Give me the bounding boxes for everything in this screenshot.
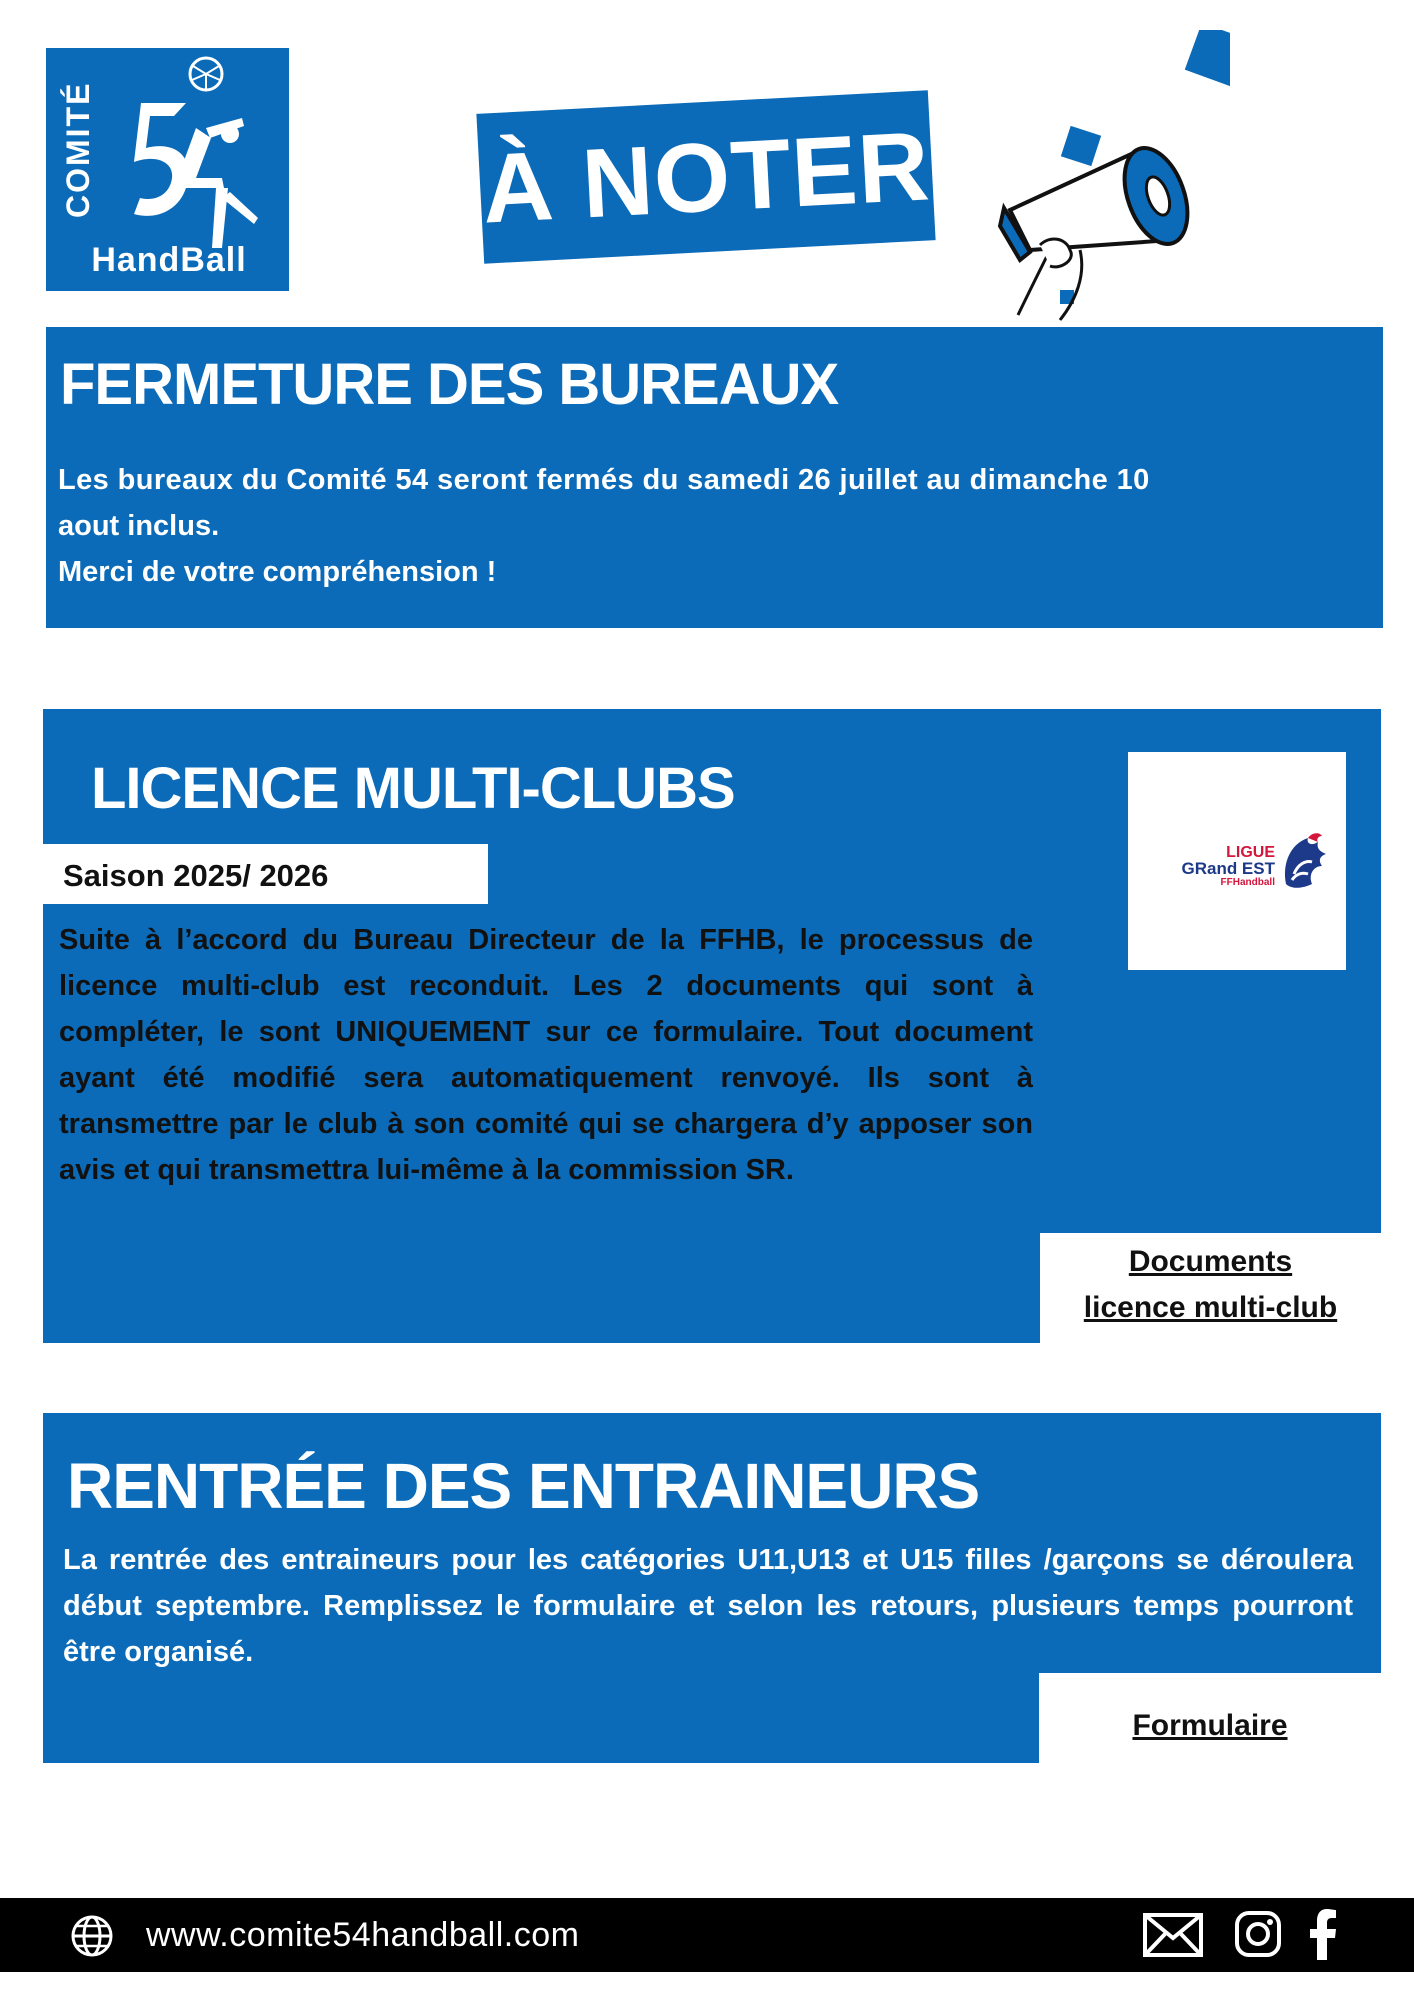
license-body: Suite à l’accord du Bureau Directeur de la FFHB, le processus de licence multi-club est reconduit. Les 2 documents qui sont à compléter, le sont UNIQUEMENT sur ce formulaire. Tout document ayant été modifié sera automatiquement renvoyé. Ils sont à transmettre par le club à son comité qui se chargera d’y apposer son avis et qui transmettra lui-même à la commission SR. — [59, 924, 1033, 1186]
logo-comite-text: COMITÉ — [60, 81, 96, 218]
ligue-logo-line2: GRand EST — [1181, 859, 1275, 878]
coaches-title: RENTRÉE DES ENTRAINEURS — [67, 1450, 980, 1522]
mail-icon[interactable] — [1142, 1912, 1204, 1958]
ligue-grand-est-logo — [1128, 752, 1346, 970]
instagram-icon[interactable] — [1234, 1910, 1282, 1958]
coaches-body: La rentrée des entraineurs pour les catégories U11,U13 et U15 filles /garçons se déroulera début septembre. Remplissez le formulaire et selon les retours, plusieurs temps pourront être organisé. — [63, 1544, 1353, 1668]
license-documents-link[interactable] — [1040, 1233, 1381, 1343]
website-link[interactable]: www.comite54handball.com — [146, 1916, 580, 1954]
deco-square-1 — [1185, 30, 1230, 87]
ligue-logo-line1: LIGUE — [1226, 844, 1275, 861]
closure-title: FERMETURE DES BUREAUX — [60, 352, 839, 417]
closure-line-3: Merci de votre compréhension ! — [58, 556, 497, 588]
megaphone-illustration — [990, 30, 1230, 330]
ligue-logo-line3: FFHandball — [1220, 877, 1275, 888]
section-license — [43, 709, 1381, 1343]
coaches-form-link[interactable] — [1039, 1673, 1381, 1763]
comite-logo — [46, 48, 289, 291]
logo-handball-text: HandBall — [91, 241, 247, 279]
section-coaches — [43, 1413, 1381, 1763]
closure-line-1: Les bureaux du Comité 54 seront fermés du samedi 26 juillet au dimanche 10 — [58, 464, 1150, 496]
closure-text — [58, 457, 1378, 595]
deco-square-2 — [1061, 126, 1101, 166]
section-closure — [46, 327, 1383, 628]
form-link-text[interactable]: Formulaire — [1132, 1709, 1288, 1742]
footer — [0, 1898, 1414, 1972]
documents-link-line2[interactable]: licence multi-club — [1083, 1291, 1338, 1324]
rooster-icon — [1278, 830, 1328, 894]
megaphone-icon — [1000, 139, 1199, 320]
license-title: LICENCE MULTI-CLUBS — [91, 756, 735, 821]
a-noter-badge: À NOTER — [476, 90, 935, 263]
documents-link-line1[interactable]: Documents — [1128, 1245, 1293, 1278]
globe-icon — [70, 1914, 114, 1958]
facebook-icon[interactable] — [1308, 1908, 1338, 1960]
season-label: Saison 2025/ 2026 — [43, 844, 488, 904]
closure-line-2: aout inclus. — [58, 510, 220, 542]
